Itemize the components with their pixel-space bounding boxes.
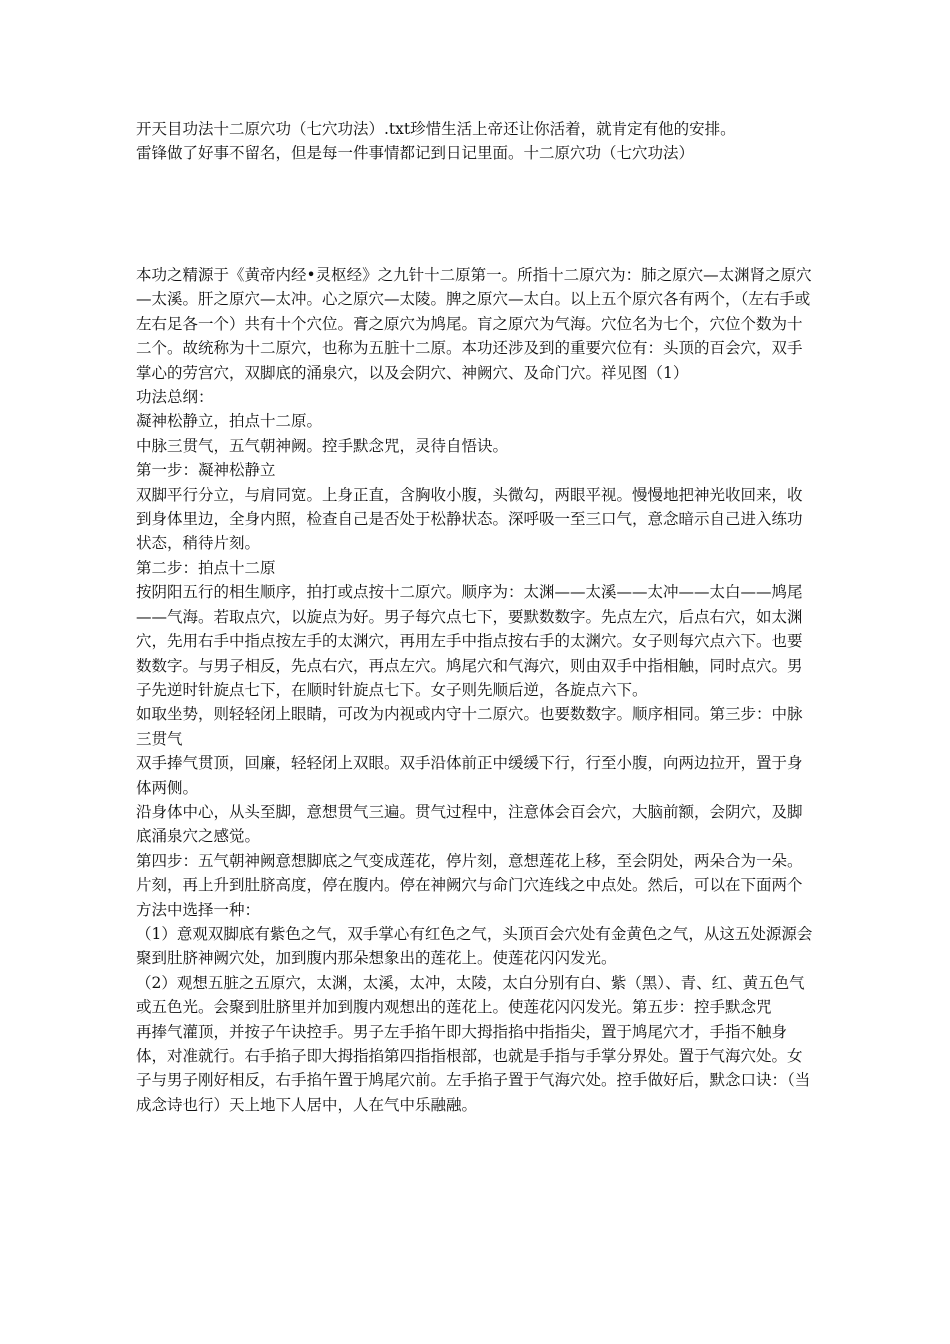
body-paragraph-outline-2: 中脉三贯气，五气朝神阙。控手默念咒，灵待自悟诀。 — [136, 436, 509, 455]
body-paragraph-step2: 按阴阳五行的相生顺序，拍打或点按十二原穴。顺序为：太渊——太溪——太冲——太白——鸠尾——气海。若取点穴，以旋点为好。男子每穴点七下，要默数数字。先点左穴，后点右穴，如太渊穴，先用右手中指点按左手的太渊穴，再用左手中指点按右手的太渊穴。女子则每穴点六下。也要数数字。与男子相反，先点右穴，再点左穴。鸠尾穴和气海穴，则由双手中指相触，同时点穴。男子先逆时针旋点七下，在顺时针旋点七下。女子则先顺后逆，各旋点六下。 — [136, 583, 803, 699]
header-line: 雷锋做了好事不留名，但是每一件事情都记到日记里面。十二原穴功（七穴功法） — [136, 144, 695, 163]
body-paragraph-step2-sitting: 如取坐势，则轻轻闭上眼睛，可改为内视或内守十二原穴。也要数数字。顺序相同。第三步：中脉三贯气 — [136, 705, 803, 748]
body-paragraph-step3-b: 沿身体中心，从头至脚，意想贯气三遍。贯气过程中，注意体会百会穴，大脑前额，会阴穴，及脚底涌泉穴之感觉。 — [136, 802, 803, 846]
body-paragraph-step4-option2: （2）观想五脏之五原穴，太渊，太溪，太冲，太陵，太白分别有白、紫（黑）、青、红、黄五色气或五色光。会聚到肚脐里并加到腹内观想出的莲花上。使莲花闪闪发光。第五步：控手默念咒 — [136, 973, 805, 1017]
body-paragraph-step4-option1: （1）意观双脚底有紫色之气，双手掌心有红色之气，头顶百会穴处有金黄色之气，从这五处源源会聚到肚脐神阙穴处，加到腹内那朵想象出的莲花上。使莲花闪闪发光。 — [136, 924, 813, 968]
body-paragraph-step2-heading: 第二步：拍点十二原 — [136, 558, 276, 577]
body-paragraph-step5: 再捧气灌顶，并按子午诀控手。男子左手掐午即大拇指掐中指指尖，置于鸠尾穴才，手指不触身体，对准就行。右手掐子即大拇指掐第四指指根部，也就是手指与手掌分界处。置于气海穴处。女子与男子刚好相反，右手掐午置于鸠尾穴前。左手掐子置于气海穴处。控手做好后，默念口诀：（当成念诗也行）天上地下人居中，人在气中乐融融。 — [136, 1022, 811, 1114]
document-header — [136, 117, 816, 166]
body-paragraph-outline-heading: 功法总纲： — [136, 388, 214, 407]
header-line: 开天目功法十二原穴功（七穴功法）.txt珍惜生活上帝还让你活着，就肯定有他的安排。 — [136, 120, 736, 138]
body-paragraph-step1: 双脚平行分立，与肩同宽。上身正直，含胸收小腹，头微勾，两眼平视。慢慢地把神光收回来，收到身体里边，全身内照，检查自己是否处于松静状态。深呼吸一至三口气，意念暗示自己进入练功状态，稍待片刻。 — [136, 485, 803, 553]
body-paragraph-outline-1: 凝神松静立，拍点十二原。 — [136, 412, 323, 431]
body-paragraph-step3-a: 双手捧气贯顶，回廉，轻轻闭上双眼。双手沿体前正中缓缓下行，行至小腹，向两边拉开，置于身体两侧。 — [136, 754, 803, 797]
body-paragraph-step4: 第四步：五气朝神阙意想脚底之气变成莲花，停片刻，意想莲花上移，至会阴处，两朵合为一朵。片刻，再上升到肚脐高度，停在腹内。停在神阙穴与命门穴连线之中点处。然后，可以在下面两个方法中选择一种： — [136, 851, 803, 919]
body-paragraph-intro: 本功之精源于《黄帝内经•灵枢经》之九针十二原第一。所指十二原穴为：肺之原穴—太渊肾之原穴—太溪。肝之原穴—太冲。心之原穴—太陵。脾之原穴—太白。以上五个原穴各有两个，（左右手或左右足各一个）共有十个穴位。膏之原穴为鸠尾。肓之原穴为气海。穴位名为七个，穴位个数为十二个。故统称为十二原穴，也称为五脏十二原。本功还涉及到的重要穴位有：头顶的百会穴，双手掌心的劳宫穴，双脚底的涌泉穴，以及会阴穴、神阙穴、及命门穴。祥见图（1） — [136, 266, 812, 382]
document-body — [136, 263, 816, 1117]
body-paragraph-step1-heading: 第一步：凝神松静立 — [136, 461, 276, 480]
